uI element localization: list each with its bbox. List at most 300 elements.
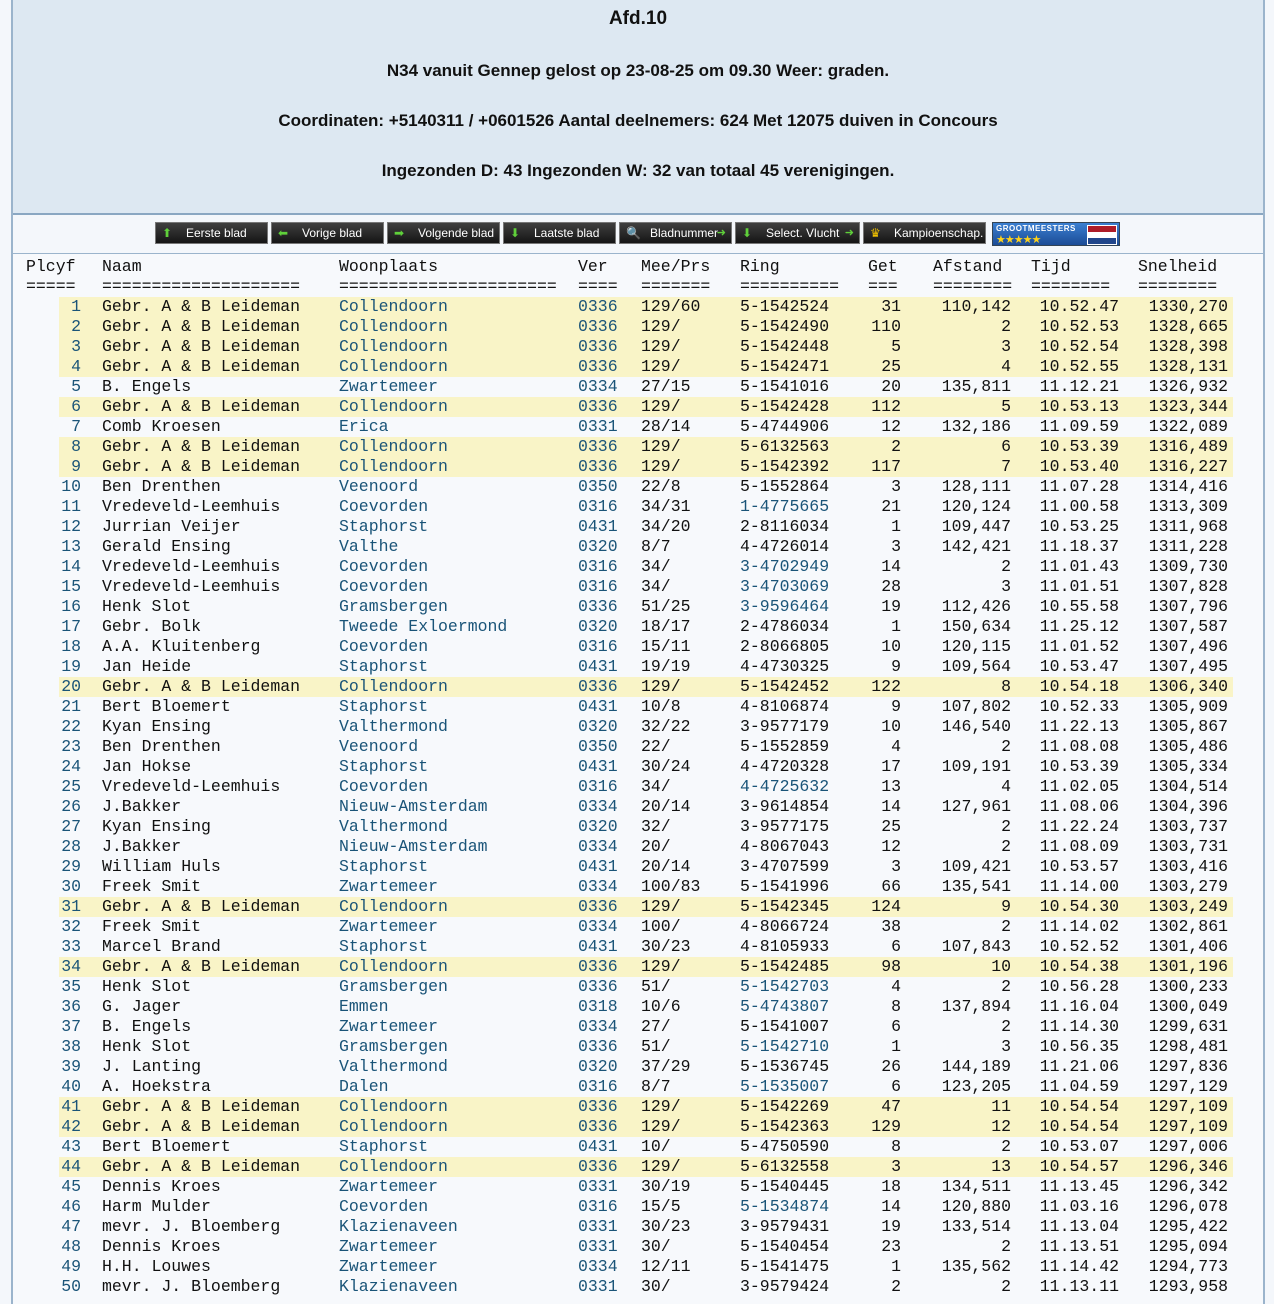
- cell-woonplaats[interactable]: Staphorst: [339, 657, 429, 676]
- cell-mee-prs: 19/19: [641, 657, 691, 676]
- cell-plcyf[interactable]: 18: [61, 637, 81, 656]
- table-row: [13, 537, 1263, 557]
- cell-snelheid: 1307,495: [1148, 657, 1228, 676]
- cell-get: 20: [881, 377, 901, 396]
- cell-woonplaats[interactable]: Dalen: [339, 1077, 389, 1096]
- cell-naam: Kyan Ensing: [102, 717, 211, 736]
- cell-ver[interactable]: 0336: [578, 317, 618, 336]
- toolbar-button-laatste-blad[interactable]: [503, 222, 616, 244]
- cell-get: 3: [891, 1157, 901, 1176]
- cell-tijd: 11.16.04: [1039, 997, 1119, 1016]
- cell-plcyf[interactable]: 43: [61, 1137, 81, 1156]
- cell-ver[interactable]: 0316: [578, 1077, 618, 1096]
- cell-woonplaats[interactable]: Collendoorn: [339, 1157, 448, 1176]
- cell-afstand: 2: [1001, 1277, 1011, 1296]
- cell-woonplaats[interactable]: Valthermond: [339, 717, 448, 736]
- cell-ring: 5-1541007: [740, 1017, 830, 1036]
- cell-ver[interactable]: 0316: [578, 1197, 618, 1216]
- cell-ring: 5-1541996: [740, 877, 830, 896]
- cell-ver[interactable]: 0318: [578, 997, 618, 1016]
- cell-plcyf[interactable]: 48: [61, 1237, 81, 1256]
- cell-ver[interactable]: 0336: [578, 677, 618, 696]
- cell-woonplaats[interactable]: Gramsbergen: [339, 977, 448, 996]
- cell-naam: H.H. Louwes: [102, 1257, 211, 1276]
- cell-plcyf[interactable]: 49: [61, 1257, 81, 1276]
- cell-mee-prs: 27/: [641, 1017, 671, 1036]
- cell-ring[interactable]: 5-1542710: [740, 1037, 830, 1056]
- cell-tijd: 10.53.39: [1039, 437, 1119, 456]
- cell-woonplaats[interactable]: Staphorst: [339, 937, 429, 956]
- cell-ver[interactable]: 0350: [578, 477, 618, 496]
- toolbar-button-vorige-blad[interactable]: [271, 222, 384, 244]
- cell-ver[interactable]: 0336: [578, 397, 618, 416]
- cell-ver[interactable]: 0334: [578, 1017, 618, 1036]
- table-header-separator: [13, 277, 1263, 297]
- toolbar-button-kampioenschap[interactable]: [863, 222, 986, 244]
- cell-plcyf[interactable]: 40: [61, 1077, 81, 1096]
- cell-naam: Gebr. A & B Leideman: [102, 1157, 301, 1176]
- table-row: [13, 837, 1263, 857]
- cell-woonplaats[interactable]: Valthermond: [339, 1057, 448, 1076]
- cell-woonplaats[interactable]: Erica: [339, 417, 389, 436]
- cell-woonplaats[interactable]: Gramsbergen: [339, 597, 448, 616]
- cell-plcyf[interactable]: 17: [61, 617, 81, 636]
- cell-tijd: 11.13.11: [1039, 1277, 1119, 1296]
- cell-woonplaats[interactable]: Tweede Exloermond: [339, 617, 508, 636]
- cell-woonplaats[interactable]: Collendoorn: [339, 677, 448, 696]
- cell-afstand: 3: [1001, 337, 1011, 356]
- cell-ver[interactable]: 0320: [578, 537, 618, 556]
- cell-woonplaats[interactable]: Collendoorn: [339, 1097, 448, 1116]
- cell-woonplaats[interactable]: Collendoorn: [339, 897, 448, 916]
- cell-naam: Henk Slot: [102, 1037, 192, 1056]
- cell-ring[interactable]: 3-4702949: [740, 557, 830, 576]
- cell-naam: Gerald Ensing: [102, 537, 231, 556]
- cell-tijd: 11.00.58: [1039, 497, 1119, 516]
- cell-ring[interactable]: 5-1542703: [740, 977, 830, 996]
- cell-ver[interactable]: 0350: [578, 737, 618, 756]
- cell-ring: 5-1540454: [740, 1237, 830, 1256]
- cell-plcyf[interactable]: 6: [71, 397, 81, 416]
- cell-plcyf[interactable]: 2: [71, 317, 81, 336]
- cell-naam: Kyan Ensing: [102, 817, 211, 836]
- cell-snelheid: 1311,968: [1148, 517, 1228, 536]
- cell-plcyf[interactable]: 9: [71, 457, 81, 476]
- cell-ring: 5-1552859: [740, 737, 830, 756]
- cell-snelheid: 1300,049: [1148, 997, 1228, 1016]
- cell-woonplaats[interactable]: Emmen: [339, 997, 389, 1016]
- cell-ver[interactable]: 0336: [578, 1157, 618, 1176]
- cell-snelheid: 1301,406: [1148, 937, 1228, 956]
- cell-ring[interactable]: 5-4743807: [740, 997, 830, 1016]
- cell-get: 25: [881, 817, 901, 836]
- cell-plcyf[interactable]: 36: [61, 997, 81, 1016]
- cell-plcyf[interactable]: 38: [61, 1037, 81, 1056]
- table-row: [13, 1177, 1263, 1197]
- table-row: [13, 317, 1263, 337]
- cell-ver[interactable]: 0431: [578, 657, 618, 676]
- cell-tijd: 10.54.54: [1039, 1117, 1119, 1136]
- cell-woonplaats[interactable]: Klazienaveen: [339, 1217, 458, 1236]
- cell-woonplaats[interactable]: Coevorden: [339, 577, 429, 596]
- cell-ver[interactable]: 0331: [578, 417, 618, 436]
- separator: ===: [868, 277, 898, 296]
- cell-plcyf[interactable]: 34: [61, 957, 81, 976]
- cell-ver[interactable]: 0336: [578, 357, 618, 376]
- cell-woonplaats[interactable]: Nieuw-Amsterdam: [339, 797, 488, 816]
- cell-ring[interactable]: 3-4703069: [740, 577, 830, 596]
- cell-get: 124: [871, 897, 901, 916]
- cell-afstand: 123,205: [941, 1077, 1011, 1096]
- separator: ========: [933, 277, 1013, 296]
- cell-plcyf[interactable]: 46: [61, 1197, 81, 1216]
- toolbar-button-volgende-blad[interactable]: [387, 222, 500, 244]
- cell-woonplaats[interactable]: Collendoorn: [339, 1117, 448, 1136]
- cell-plcyf[interactable]: 3: [71, 337, 81, 356]
- cell-naam: Gebr. A & B Leideman: [102, 297, 301, 316]
- cell-snelheid: 1316,227: [1148, 457, 1228, 476]
- cell-plcyf[interactable]: 7: [71, 417, 81, 436]
- cell-ring: 4-4730325: [740, 657, 830, 676]
- cell-afstand: 2: [1001, 1137, 1011, 1156]
- cell-woonplaats[interactable]: Coevorden: [339, 777, 429, 796]
- table-row: [13, 337, 1263, 357]
- cell-ring: 4-4720328: [740, 757, 830, 776]
- cell-ver[interactable]: 0316: [578, 637, 618, 656]
- cell-snelheid: 1326,932: [1148, 377, 1228, 396]
- cell-plcyf[interactable]: 16: [61, 597, 81, 616]
- cell-tijd: 10.52.54: [1039, 337, 1119, 356]
- cell-naam: Henk Slot: [102, 597, 192, 616]
- cell-woonplaats[interactable]: Klazienaveen: [339, 1277, 458, 1296]
- cell-naam: Gebr. A & B Leideman: [102, 957, 301, 976]
- cell-ver[interactable]: 0316: [578, 577, 618, 596]
- cell-naam: Gebr. A & B Leideman: [102, 337, 301, 356]
- cell-tijd: 11.08.06: [1039, 797, 1119, 816]
- cell-ver[interactable]: 0336: [578, 457, 618, 476]
- cell-ring: 3-9577179: [740, 717, 830, 736]
- cell-afstand: 112,426: [941, 597, 1011, 616]
- cell-woonplaats[interactable]: Zwartemeer: [339, 1017, 439, 1036]
- cell-tijd: 11.08.09: [1039, 837, 1119, 856]
- cell-afstand: 120,124: [941, 497, 1011, 516]
- cell-plcyf[interactable]: 47: [61, 1217, 81, 1236]
- column-header-afstand: Afstand: [933, 257, 1003, 276]
- cell-plcyf[interactable]: 27: [61, 817, 81, 836]
- cell-ver[interactable]: 0334: [578, 877, 618, 896]
- cell-plcyf[interactable]: 29: [61, 857, 81, 876]
- cell-mee-prs: 34/: [641, 557, 671, 576]
- cell-ring[interactable]: 4-4725632: [740, 777, 830, 796]
- cell-ver[interactable]: 0336: [578, 437, 618, 456]
- cell-ver[interactable]: 0336: [578, 297, 618, 316]
- cell-afstand: 142,421: [941, 537, 1011, 556]
- cell-afstand: 133,514: [941, 1217, 1011, 1236]
- cell-woonplaats[interactable]: Zwartemeer: [339, 1257, 439, 1276]
- cell-woonplaats[interactable]: Collendoorn: [339, 297, 448, 316]
- cell-ring: 4-8106874: [740, 697, 830, 716]
- cell-mee-prs: 22/8: [641, 477, 681, 496]
- toolbar-button-label: Eerste blad: [186, 226, 247, 240]
- cell-plcyf[interactable]: 30: [61, 877, 81, 896]
- cell-snelheid: 1328,665: [1148, 317, 1228, 336]
- cell-plcyf[interactable]: 22: [61, 717, 81, 736]
- cell-woonplaats[interactable]: Collendoorn: [339, 437, 448, 456]
- separator: =====: [26, 277, 76, 296]
- grootmeesters-badge[interactable]: [992, 222, 1120, 246]
- cell-ver[interactable]: 0331: [578, 1237, 618, 1256]
- cell-ver[interactable]: 0334: [578, 797, 618, 816]
- cell-plcyf[interactable]: 42: [61, 1117, 81, 1136]
- cell-plcyf[interactable]: 20: [61, 677, 81, 696]
- toolbar-button-label: Bladnummer: [650, 226, 719, 240]
- cell-get: 10: [881, 717, 901, 736]
- cell-plcyf[interactable]: 15: [61, 577, 81, 596]
- cell-ver[interactable]: 0316: [578, 497, 618, 516]
- cell-ver[interactable]: 0336: [578, 1117, 618, 1136]
- cell-snelheid: 1303,249: [1148, 897, 1228, 916]
- cell-ver[interactable]: 0431: [578, 857, 618, 876]
- cell-afstand: 13: [991, 1157, 1011, 1176]
- cell-ver[interactable]: 0316: [578, 557, 618, 576]
- cell-plcyf[interactable]: 41: [61, 1097, 81, 1116]
- cell-woonplaats[interactable]: Coevorden: [339, 497, 429, 516]
- cell-plcyf[interactable]: 13: [61, 537, 81, 556]
- toolbar-button-eerste-blad[interactable]: [155, 222, 268, 244]
- cell-ver[interactable]: 0320: [578, 617, 618, 636]
- table-row: [13, 1237, 1263, 1257]
- cell-woonplaats[interactable]: Gramsbergen: [339, 1037, 448, 1056]
- cell-plcyf[interactable]: 32: [61, 917, 81, 936]
- cell-woonplaats[interactable]: Zwartemeer: [339, 377, 439, 396]
- cell-plcyf[interactable]: 23: [61, 737, 81, 756]
- cell-woonplaats[interactable]: Nieuw-Amsterdam: [339, 837, 488, 856]
- cell-get: 1: [891, 1037, 901, 1056]
- cell-plcyf[interactable]: 10: [61, 477, 81, 496]
- cell-woonplaats[interactable]: Collendoorn: [339, 337, 448, 356]
- cell-plcyf[interactable]: 21: [61, 697, 81, 716]
- cell-afstand: 109,447: [941, 517, 1011, 536]
- cell-plcyf[interactable]: 35: [61, 977, 81, 996]
- cell-get: 47: [881, 1097, 901, 1116]
- cell-ring: 3-9577175: [740, 817, 830, 836]
- cell-woonplaats[interactable]: Zwartemeer: [339, 877, 439, 896]
- table-row: [13, 497, 1263, 517]
- cell-ver[interactable]: 0331: [578, 1277, 618, 1296]
- cell-ring: 5-1542471: [740, 357, 830, 376]
- cell-ring[interactable]: 1-4775665: [740, 497, 830, 516]
- cell-naam: Ben Drenthen: [102, 477, 221, 496]
- cell-ring[interactable]: 5-1534874: [740, 1197, 830, 1216]
- table-row: [13, 877, 1263, 897]
- toolbar-button-label: Volgende blad: [418, 226, 495, 240]
- cell-ver[interactable]: 0320: [578, 817, 618, 836]
- cell-ver[interactable]: 0336: [578, 897, 618, 916]
- separator: ====: [578, 277, 618, 296]
- cell-plcyf[interactable]: 45: [61, 1177, 81, 1196]
- cell-mee-prs: 129/: [641, 457, 681, 476]
- cell-ring: 5-1542269: [740, 1097, 830, 1116]
- cell-tijd: 10.53.47: [1039, 657, 1119, 676]
- cell-woonplaats[interactable]: Coevorden: [339, 557, 429, 576]
- toolbar-button-select-vlucht[interactable]: [735, 222, 860, 244]
- cell-woonplaats[interactable]: Collendoorn: [339, 357, 448, 376]
- arrow-down-icon: ⬇: [510, 226, 521, 240]
- cell-plcyf[interactable]: 39: [61, 1057, 81, 1076]
- cell-ver[interactable]: 0431: [578, 1137, 618, 1156]
- cell-plcyf[interactable]: 50: [61, 1277, 81, 1296]
- cell-ver[interactable]: 0431: [578, 517, 618, 536]
- cell-plcyf[interactable]: 4: [71, 357, 81, 376]
- cell-ver[interactable]: 0334: [578, 917, 618, 936]
- table-row: [13, 1277, 1263, 1297]
- cell-mee-prs: 22/: [641, 737, 671, 756]
- cell-plcyf[interactable]: 28: [61, 837, 81, 856]
- table-row: [13, 737, 1263, 757]
- cell-ver[interactable]: 0334: [578, 377, 618, 396]
- cell-get: 14: [881, 557, 901, 576]
- cell-tijd: 11.18.37: [1039, 537, 1119, 556]
- cell-ver[interactable]: 0336: [578, 957, 618, 976]
- toolbar-button-bladnummer[interactable]: [619, 222, 732, 244]
- cell-tijd: 11.13.45: [1039, 1177, 1119, 1196]
- cell-plcyf[interactable]: 11: [61, 497, 81, 516]
- cell-tijd: 11.14.42: [1039, 1257, 1119, 1276]
- cell-ver[interactable]: 0336: [578, 1037, 618, 1056]
- cell-woonplaats[interactable]: Coevorden: [339, 1197, 429, 1216]
- cell-ver[interactable]: 0334: [578, 837, 618, 856]
- cell-snelheid: 1305,867: [1148, 717, 1228, 736]
- cell-ring: 5-6132558: [740, 1157, 830, 1176]
- cell-woonplaats[interactable]: Staphorst: [339, 1137, 429, 1156]
- cell-woonplaats[interactable]: Staphorst: [339, 517, 429, 536]
- cell-naam: B. Engels: [102, 377, 192, 396]
- cell-woonplaats[interactable]: Zwartemeer: [339, 1177, 439, 1196]
- cell-ver[interactable]: 0336: [578, 597, 618, 616]
- cell-plcyf[interactable]: 14: [61, 557, 81, 576]
- table-header: [13, 257, 1263, 277]
- cell-afstand: 12: [991, 1117, 1011, 1136]
- cell-mee-prs: 30/: [641, 1237, 671, 1256]
- cell-woonplaats[interactable]: Zwartemeer: [339, 917, 439, 936]
- cell-woonplaats[interactable]: Zwartemeer: [339, 1237, 439, 1256]
- cell-snelheid: 1328,398: [1148, 337, 1228, 356]
- cell-plcyf[interactable]: 19: [61, 657, 81, 676]
- cell-ring[interactable]: 5-1535007: [740, 1077, 830, 1096]
- cell-snelheid: 1293,958: [1148, 1277, 1228, 1296]
- cell-ver[interactable]: 0334: [578, 1257, 618, 1276]
- cell-plcyf[interactable]: 12: [61, 517, 81, 536]
- cell-plcyf[interactable]: 5: [71, 377, 81, 396]
- stars-icon: ★★★★★: [996, 234, 1041, 246]
- table-row: [13, 1137, 1263, 1157]
- cell-get: 28: [881, 577, 901, 596]
- cell-ver[interactable]: 0431: [578, 937, 618, 956]
- cell-plcyf[interactable]: 31: [61, 897, 81, 916]
- cell-ver[interactable]: 0431: [578, 697, 618, 716]
- cell-woonplaats[interactable]: Veenoord: [339, 737, 419, 756]
- table-row: [13, 937, 1263, 957]
- cell-ring: 4-8066724: [740, 917, 830, 936]
- cell-naam: Gebr. A & B Leideman: [102, 897, 301, 916]
- cell-woonplaats[interactable]: Collendoorn: [339, 957, 448, 976]
- cell-ver[interactable]: 0431: [578, 757, 618, 776]
- cell-plcyf[interactable]: 26: [61, 797, 81, 816]
- magnifier-icon: 🔍: [626, 226, 641, 240]
- cell-woonplaats[interactable]: Valthe: [339, 537, 399, 556]
- cell-mee-prs: 129/: [641, 1097, 681, 1116]
- coordinates-line: Coordinaten: +5140311 / +0601526 Aantal deelnemers: 624 Met 12075 duiven in Concours: [278, 111, 998, 130]
- cell-ver[interactable]: 0336: [578, 337, 618, 356]
- page-frame: [11, 0, 1265, 1304]
- cell-naam: Gebr. A & B Leideman: [102, 357, 301, 376]
- download-icon: ⬇: [742, 226, 753, 240]
- cell-ver[interactable]: 0331: [578, 1177, 618, 1196]
- cell-naam: Jan Hokse: [102, 757, 192, 776]
- cell-ver[interactable]: 0331: [578, 1217, 618, 1236]
- cell-tijd: 10.52.33: [1039, 697, 1119, 716]
- cell-snelheid: 1294,773: [1148, 1257, 1228, 1276]
- race-info-line: N34 vanuit Gennep gelost op 23-08-25 om 09.30 Weer: graden.: [386, 61, 890, 80]
- cell-plcyf[interactable]: 1: [71, 297, 81, 316]
- cell-woonplaats[interactable]: Valthermond: [339, 817, 448, 836]
- cell-plcyf[interactable]: 37: [61, 1017, 81, 1036]
- arrow-right-icon: ➜: [844, 227, 854, 239]
- cell-woonplaats[interactable]: Collendoorn: [339, 457, 448, 476]
- cell-woonplaats[interactable]: Staphorst: [339, 697, 429, 716]
- cell-get: 17: [881, 757, 901, 776]
- cell-plcyf[interactable]: 44: [61, 1157, 81, 1176]
- cell-tijd: 11.12.21: [1039, 377, 1119, 396]
- cell-afstand: 2: [1001, 737, 1011, 756]
- cell-ring[interactable]: 3-9596464: [740, 597, 830, 616]
- cell-ver[interactable]: 0336: [578, 977, 618, 996]
- cell-ring: 4-4726014: [740, 537, 830, 556]
- cell-mee-prs: 18/17: [641, 617, 691, 636]
- cell-plcyf[interactable]: 8: [71, 437, 81, 456]
- cell-mee-prs: 34/31: [641, 497, 691, 516]
- cell-tijd: 11.13.51: [1039, 1237, 1119, 1256]
- cell-get: 8: [891, 1137, 901, 1156]
- cell-ver[interactable]: 0336: [578, 1097, 618, 1116]
- cell-naam: J. Lanting: [102, 1057, 202, 1076]
- cell-mee-prs: 8/7: [641, 1077, 671, 1096]
- cell-mee-prs: 129/: [641, 1117, 681, 1136]
- cell-mee-prs: 30/24: [641, 757, 691, 776]
- cell-plcyf[interactable]: 33: [61, 937, 81, 956]
- cell-woonplaats[interactable]: Collendoorn: [339, 397, 448, 416]
- cell-woonplaats[interactable]: Staphorst: [339, 757, 429, 776]
- cell-ver[interactable]: 0316: [578, 777, 618, 796]
- navigation-toolbar: [13, 215, 1263, 254]
- table-row: [13, 997, 1263, 1017]
- cell-woonplaats[interactable]: Veenoord: [339, 477, 419, 496]
- arrow-right-icon: ➜: [716, 227, 726, 239]
- cell-woonplaats[interactable]: Staphorst: [339, 857, 429, 876]
- cell-ver[interactable]: 0320: [578, 717, 618, 736]
- cell-plcyf[interactable]: 25: [61, 777, 81, 796]
- cell-ver[interactable]: 0320: [578, 1057, 618, 1076]
- cell-snelheid: 1298,481: [1148, 1037, 1228, 1056]
- cell-woonplaats[interactable]: Coevorden: [339, 637, 429, 656]
- race-header: [13, 0, 1263, 215]
- cell-woonplaats[interactable]: Collendoorn: [339, 317, 448, 336]
- cell-afstand: 120,115: [941, 637, 1011, 656]
- cell-mee-prs: 129/: [641, 317, 681, 336]
- cell-get: 1: [891, 617, 901, 636]
- cell-plcyf[interactable]: 24: [61, 757, 81, 776]
- cell-get: 117: [871, 457, 901, 476]
